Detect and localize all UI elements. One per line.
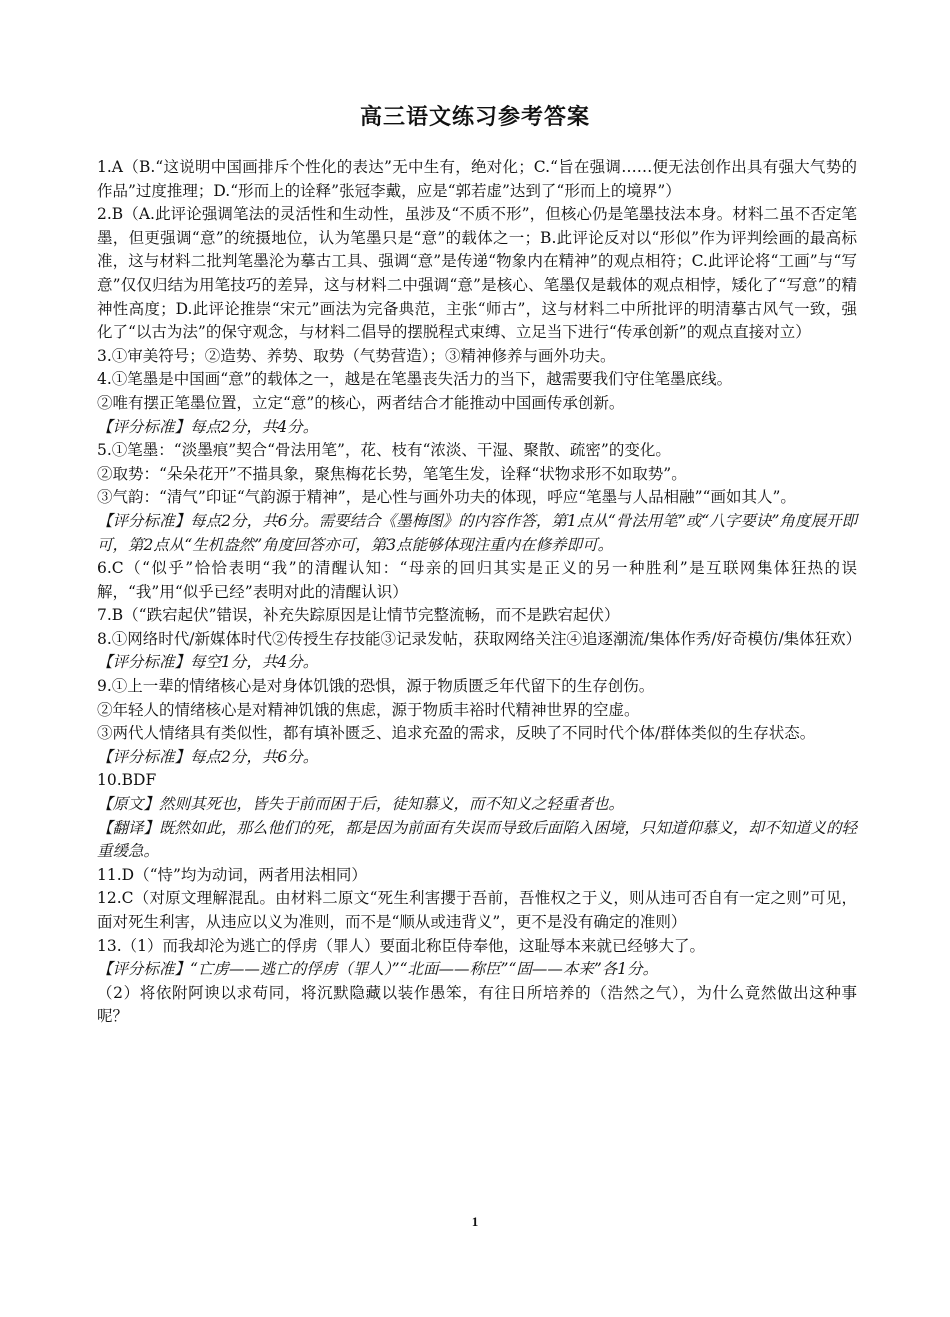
- answer-12: 12.C（对原文理解混乱。由材料二原文“死生利害攖于吾前，吾惟权之于义，则从违可否自有一定之则”可见，面对死生利害，从违应以义为准则，而不是“顺从或违背义”，更不是没有确定的准则）: [97, 889, 857, 931]
- answer-10: 10.BDF: [97, 771, 157, 790]
- scoring-standard-8: 【评分标准】每空1分，共4分。: [97, 653, 319, 672]
- answer-6: 6.C（“似乎”恰恰表明“我”的清醒认知：“母亲的回归其实是正义的另一种胜利”是互联网集体狂热的误解，“我”用“似乎已经”表明对此的清醒认识）: [97, 559, 857, 601]
- answer-13-part-2: （2）将依附阿谀以求苟同，将沉默隐藏以装作愚笨，有往日所培养的（浩然之气），为什么竟然做出这种事呢？: [97, 983, 857, 1026]
- answer-11: 11.D（“恃”均为动词，两者用法相同）: [97, 865, 367, 884]
- answer-content: [97, 156, 862, 1029]
- scoring-standard-5: 【评分标准】每点2分，共6分。需要结合《墨梅图》的内容作答，第1点从“骨法用笔”或“八字要诀”角度展开即可，第2点从“生机盎然”角度回答亦可，第3点能够体现注重内在修养即可。: [97, 511, 857, 554]
- scoring-standard-9: 【评分标准】每点2分，共6分。: [97, 747, 319, 766]
- answer-13-part-1: 13.（1）而我却沦为逃亡的俘虏（罪人）要面北称臣侍奉他，这耻辱本来就已经够大了。: [97, 936, 706, 955]
- page-number: 1: [471, 1214, 479, 1229]
- scoring-standard-13: 【评分标准】“亡虏——逃亡的俘虏（罪人）”“北面——称臣”“固——本来”各1分。: [97, 960, 659, 979]
- answer-5-point-3: ③气韵：“清气”印证“气韵源于精神”，是心性与画外功夫的体现，呼应“笔墨与人品相融”“画如其人”。: [97, 488, 796, 507]
- answer-4-point-1: 4.①笔墨是中国画“意”的载体之一，越是在笔墨丧失活力的当下，越需要我们守住笔墨底线。: [97, 370, 733, 389]
- answer-4-point-2: ②唯有摆正笔墨位置，立定“意”的核心，两者结合才能推动中国画传承创新。: [97, 393, 625, 412]
- scoring-standard-4: 【评分标准】每点2分，共4分。: [97, 417, 319, 436]
- page-title: 高三语文练习参考答案: [359, 105, 590, 130]
- answer-8: 8.①网络时代/新媒体时代②传授生存技能③记录发帖，获取网络关注④追逐潮流/集体作秀/好奇模仿/集体狂欢）: [97, 629, 862, 648]
- answer-7: 7.B（“跌宕起伏”错误，补充失踪原因是让情节完整流畅，而不是跌宕起伏）: [97, 606, 620, 625]
- answer-9-point-2: ②年轻人的情绪核心是对精神饥饿的焦虑，源于物质丰裕时代精神世界的空虚。: [97, 700, 640, 719]
- original-text-10: 【原文】然则其死也，皆失于前而困于后，徒知慕义，而不知义之轻重者也。: [97, 795, 625, 814]
- answer-2: 2.B（A.此评论强调笔法的灵活性和生动性，虽涉及“不质不形”，但核心仍是笔墨技法本身。材料二虽不否定笔墨，但更强调“意”的统摄地位，认为笔墨只是“意”的载体之一；B.此评论反对以“形似”作为评判绘画的最高标准，这与材料二批判笔墨沦为摹古工具、强调“意”是传递“物象内在精神”的观点相符；C.此评论将“工画”与“写意”仅仅归结为用笔技巧的差异，这与材料二中强调“意”是核心、笔墨仅是载体的观点相悖，矮化了“写意”的精神性高度；D.此评论推崇“宋元”画法为完备典范，主张“师古”，这与材料二中所批评的明清摹古风气一致，强化了“以古为法”的保守观念，与材料二倡导的摆脱程式束缚、立足当下进行“传承创新”的观点直接对立）: [97, 205, 857, 342]
- answer-9-point-1: 9.①上一辈的情绪核心是对身体饥饿的恐惧，源于物质匮乏年代留下的生存创伤。: [97, 677, 655, 696]
- answer-3: 3.①审美符号；②造势、养势、取势（气势营造）；③精神修养与画外功夫。: [97, 346, 616, 365]
- answer-1: 1.A（B.“这说明中国画排斥个性化的表达”无中生有，绝对化；C.“旨在强调……便无法创作出具有强大气势的作品”过度推理；D.“形而上的诠释”张冠李戴，应是“郭若虚”达到了“形而上的境界”）: [97, 158, 857, 200]
- answer-5-point-2: ②取势：“朵朵花开”不描具象，聚焦梅花长势，笔笔生发，诠释“状物求形不如取势”。: [97, 464, 687, 483]
- answer-9-point-3: ③两代人情绪具有类似性，都有填补匮乏、追求充盈的需求，反映了不同时代个体/群体类似的生存状态。: [97, 724, 816, 743]
- translation-10: 【翻译】既然如此，那么他们的死，都是因为前面有失误而导致后面陷入困境，只知道仰慕义，却不知道义的轻重缓急。: [97, 818, 857, 861]
- answer-5-point-1: 5.①笔墨：“淡墨痕”契合“骨法用笔”，花、枝有“浓淡、干湿、聚散、疏密”的变化。: [97, 441, 671, 460]
